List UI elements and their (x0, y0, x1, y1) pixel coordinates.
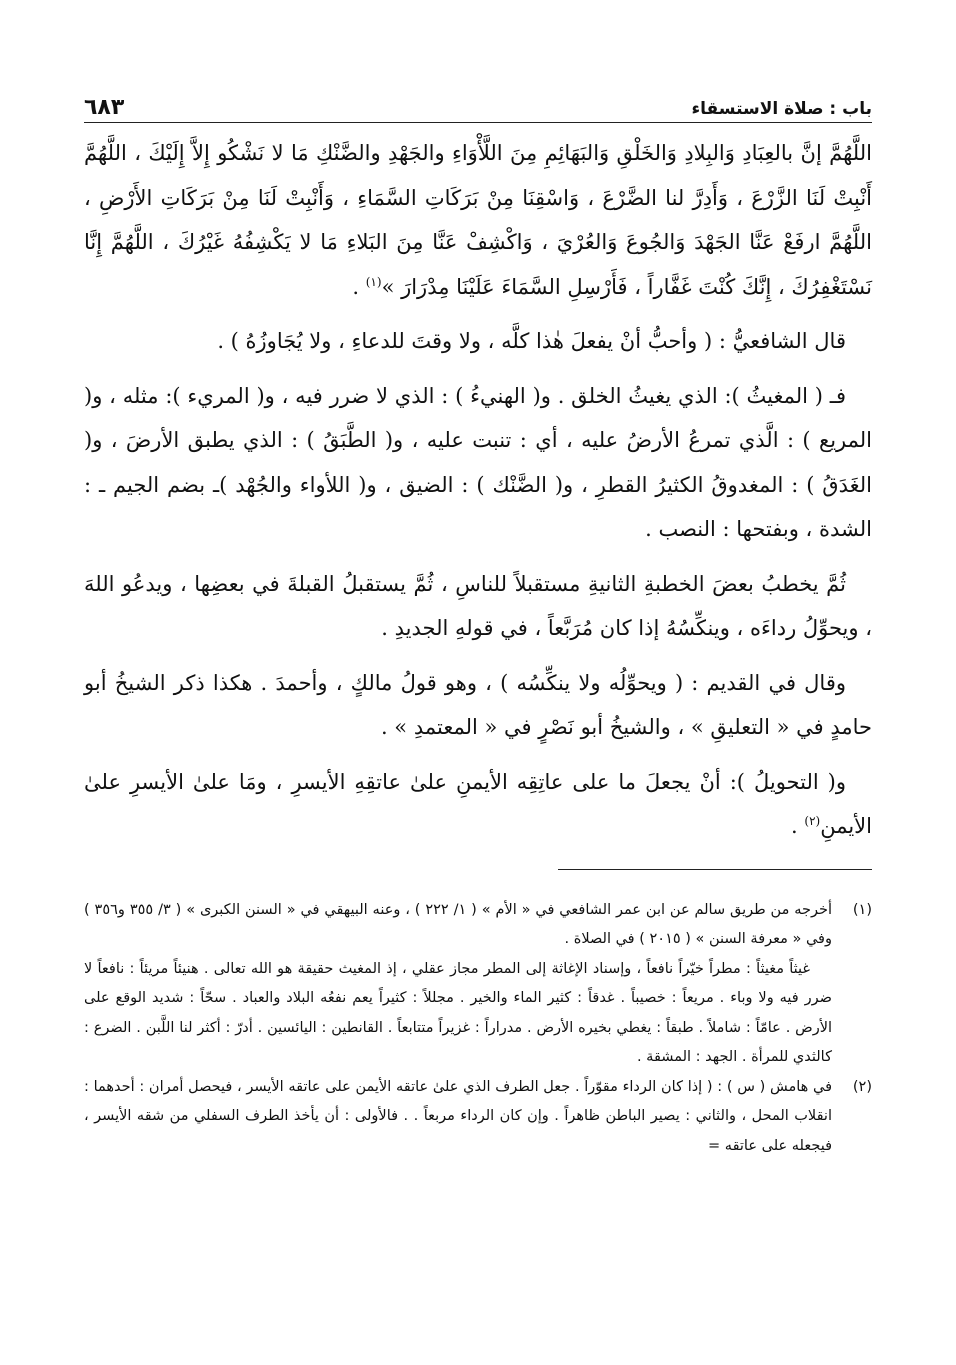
tahwil-end: . (791, 814, 805, 838)
footnote-number: (١) (852, 901, 872, 918)
footnote-line: غيثاً مغيثاً : مطراً خيّراً نافعاً ، وإسناد الإغاثة إلى المطر مجاز عقلي ، إذ المغيث حقيقة هو الله تعالى . هنيئاً مريئاً : نافعاً لا ضرر فيه ولا وباء . مريعاً : خصيباً . غدقاً : كثير الماء والخير . مجللاً : كثيراً يعم نفعُه البلاد والعباد . سحّاً : شديد الوقع على الأرض . عامّاً : شاملاً . طبقاً : يغطي بخيره الأرض . مدراراً : غزيراً متتابعاً . القانطين : اليائسين . أدرّ : أكثر لنا اللَّبن . الضرع : كالثدي للمرأة . الجهد : المشقة . (84, 960, 832, 1065)
prayer-text: اللَّهُمَّ إنَّ بالعِبَادِ وَالبِلادِ وَالخَلْقِ وَالبَهَائِمِ مِنَ اللَّأْوَاءِ والجَهْدِ والضَّنْكِ مَا لا نَشْكُو إِلاَّ إِلَيْكَ ، اللَّهُمَّ أَنْبِتْ لَنَا الزَّرْعَ ، وَأَدِرَّ لنا الضَّرْعَ ، وَاسْقِنَا مِنْ بَرَكَاتِ السَّمَاءِ ، وَأَنْبِتْ لَنَا مِنْ بَرَكَاتِ الأَرْضِ ، اللَّهُمَّ ارفَعْ عَنَّا الجَهْدَ وَالجُوعَ وَالعُرْيَ ، وَاكْشِفْ عَنَّا مِنَ البَلاءِ مَا لا يَكْشِفُهُ غَيْرُكَ ، اللَّهُمَّ إِنَّا نَسْتَغْفِرُكَ ، إِنَّكَ كُنْتَ غَفَّاراً ، فَأَرْسِلِ السَّمَاءَ عَلَيْنَا مِدْرَارَ » (84, 141, 872, 299)
page-number: ٦٨٣ (84, 95, 125, 120)
footnote-divider (558, 869, 872, 870)
footnote-number: (٢) (852, 1078, 872, 1095)
footnote-ref-1[interactable]: (١) (365, 274, 382, 289)
footnote-ref-2[interactable]: (٢) (804, 814, 821, 828)
footnotes-section (84, 896, 872, 1162)
prayer-end: . (352, 274, 366, 299)
vocabulary-paragraph: فـ ( المغيثُ ): الذي يغيثُ الخلق . و( الهنيءُ ) : الذي لا ضرر فيه ، و( المريء ): مثله ، و( المريع ) : الَّذي تمرعُ الأرضُ عليه ، أي : تنبت عليه ، و( الطَّبَقُ ) : الذي يطبق الأرضَ ، و( الغَدَقُ ) : المغدوقُ الكثيرُ القطرِ ، و( الضَّنْك ) : الضيق ، و( اللأواء والجُهْد )ـ بضم الجيم ـ : الشدة ، وبفتحها : النصب . (84, 383, 872, 541)
running-header (84, 88, 872, 123)
chapter-title: باب : صلاة الاستسقاء (691, 99, 872, 119)
footnote-line: أخرجه من طريق سالم عن ابن عمر الشافعي في « الأم » ( ١/ ٢٢٢ ) ، وعنه البيهقي في « السنن الكبرى » ( ٣/ ٣٥٥ و٣٥٦ ) وفي « معرفة السنن » ( ٢٠١٥ ) في الصلاة . (84, 901, 832, 947)
footnote-line: في هامش ( س ) : ( إذا كان الرداء مقوّراً . جعل الطرف الذي علىٰ عاتقه الأيمن على عاتقه الأيسر ، فيحصل أمران : أحدهما : انقلاب المحل ، والثاني : يصير الباطن ظاهراً . وإن كان الرداء مربعاً . . فالأولى : أن يأخذ الطرف السفلي من شقه الأيسر ، فيجعله على عاتقه = (84, 1078, 832, 1154)
tahwil-definition-paragraph (84, 760, 872, 849)
main-text (84, 131, 872, 849)
second-sermon-paragraph: ثُمَّ يخطبُ بعضَ الخطبةِ الثانيةِ مستقبلاً للناسِ ، ثُمَّ يستقبلُ القبلةَ في بعضِها ، ويدعُو اللهَ ، ويحوِّلُ رداءَه ، وينكِّسُهُ إذا كان مُرَبَّعاً ، في قولهِ الجديدِ . (84, 571, 872, 640)
tahwil-text: و( التحويلُ ): أنْ يجعلَ ما على عاتِقِه الأيمنِ علىٰ عاتقِهِ الأيسرِ ، ومَا علىٰ الأيسرِ علىٰ الأيمنِ (84, 769, 872, 838)
shafii-quote-paragraph: قال الشافعيُّ : ( وأحبُّ أنْ يفعلَ هٰذا كلَّه ، ولا وقتَ للدعاءِ ، ولا يُجَاوزُهُ ) . (217, 329, 846, 353)
old-opinion-paragraph: وقال في القديم : ( ويحوِّلُه ولا ينكِّسُه ) ، وهو قولُ مالكٍ ، وأحمدَ . هكذا ذكر الشيخُ أبو حامدٍ في « التعليقِ » ، والشيخُ أبو نَصْرٍ في « المعتمدِ » . (84, 670, 872, 739)
footnote-1 (84, 896, 872, 1073)
footnote-body (84, 896, 832, 1073)
footnote-2 (84, 1073, 872, 1162)
prayer-paragraph (84, 131, 872, 309)
footnote-body (84, 1073, 832, 1162)
book-page (84, 88, 872, 1365)
